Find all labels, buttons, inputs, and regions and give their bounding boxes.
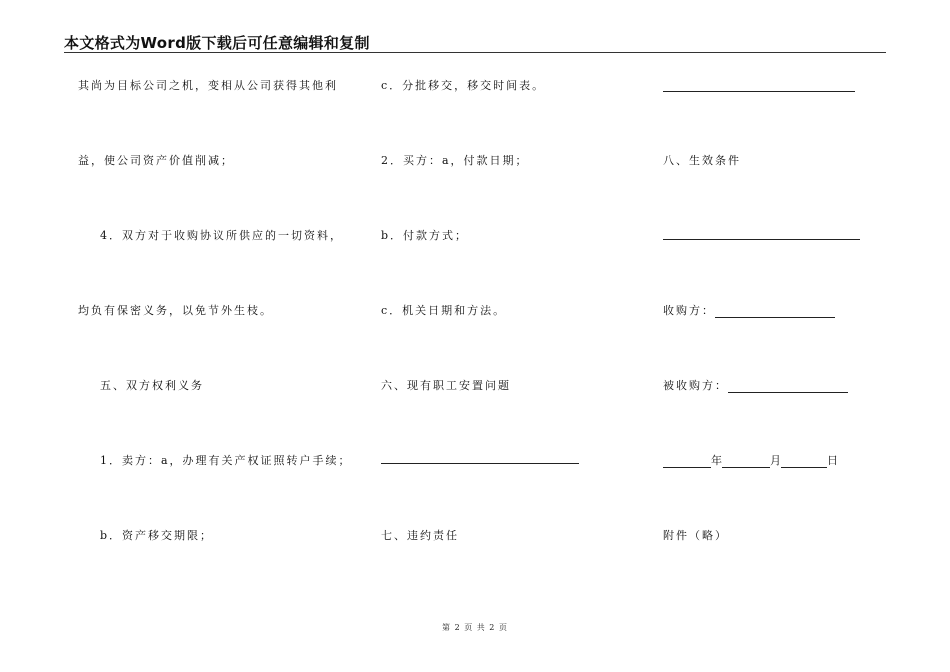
col1-line-4: 均负有保密义务，以免节外生枝。	[78, 304, 273, 317]
col1-line-1: 其尚为目标公司之机，变相从公司获得其他利	[78, 79, 338, 92]
col2-section-heading-6: 六、现有职工安置问题	[381, 379, 511, 392]
col2-line-1: c．分批移交，移交时间表。	[381, 79, 546, 92]
col3-blank-line-1	[663, 91, 855, 92]
header-divider	[64, 52, 886, 53]
col1-line-2: 益，使公司资产价值削减；	[78, 154, 234, 167]
col3-acquiree-signature	[663, 379, 848, 393]
col2-blank-line	[381, 463, 579, 464]
col3-date-line	[663, 454, 838, 468]
acquirer-blank	[715, 307, 835, 318]
col3-attachment: 附件（略）	[663, 529, 728, 542]
year-label: 年	[711, 454, 722, 467]
col1-line-3: 4．双方对于收购协议所供应的一切资料，	[100, 229, 343, 242]
col2-section-heading-7: 七、违约责任	[381, 529, 459, 542]
day-label: 日	[827, 454, 838, 467]
acquiree-blank	[728, 382, 848, 393]
acquirer-label: 收购方：	[663, 304, 715, 317]
col2-line-3: b．付款方式；	[381, 229, 469, 242]
col1-line-6: 1．卖方：a，办理有关产权证照转户手续；	[100, 454, 352, 467]
document-header-title: 本文格式为Word版下载后可任意编辑和复制	[64, 34, 370, 52]
day-blank	[781, 457, 827, 468]
acquiree-label: 被收购方：	[663, 379, 728, 392]
month-label: 月	[770, 454, 781, 467]
col1-section-heading-5: 五、双方权利义务	[100, 379, 204, 392]
col3-section-heading-8: 八、生效条件	[663, 154, 741, 167]
year-blank	[663, 457, 711, 468]
col1-line-7: b．资产移交期限；	[100, 529, 214, 542]
month-blank	[722, 457, 770, 468]
col3-acquirer-signature	[663, 304, 835, 318]
page-number: 第 2 页 共 2 页	[442, 623, 508, 632]
col2-line-4: c．机关日期和方法。	[381, 304, 507, 317]
col2-line-2: 2．买方：a，付款日期；	[381, 154, 529, 167]
col3-blank-line-2	[663, 239, 860, 240]
